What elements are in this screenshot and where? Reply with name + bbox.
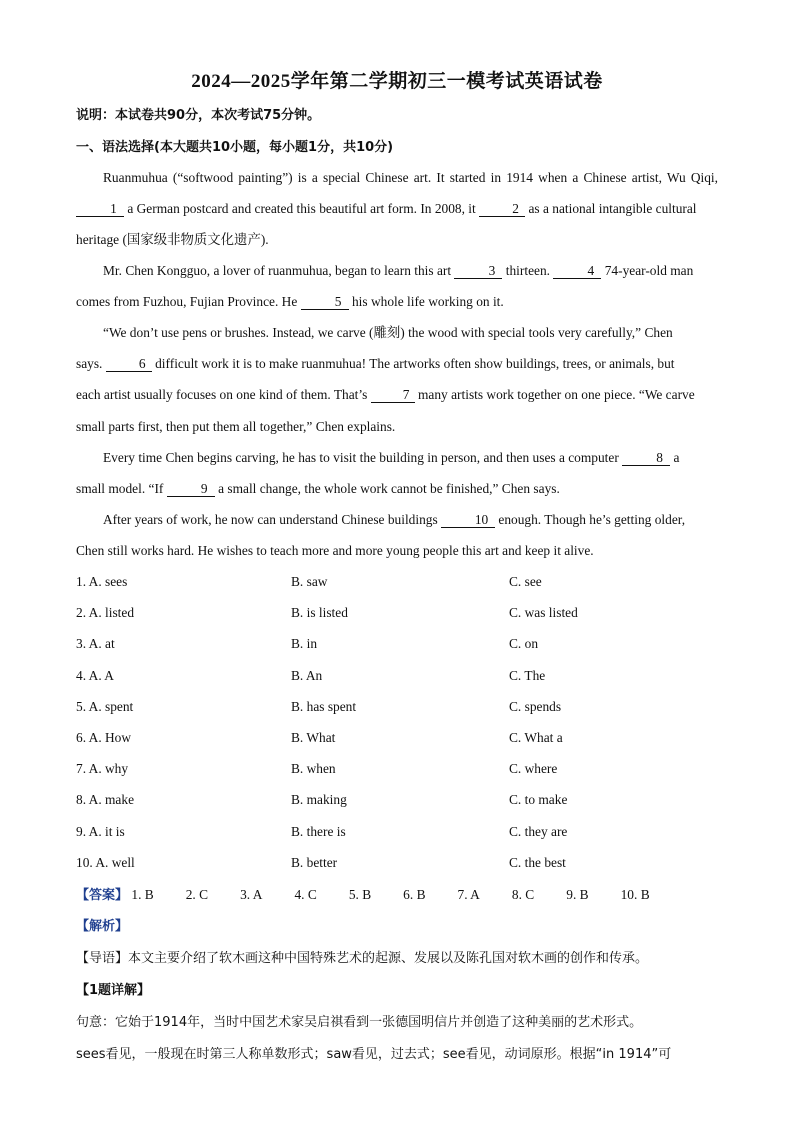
option-row-9: 9. A. it is B. there is C. they are — [76, 823, 568, 839]
option-row-10: 10. A. well B. better C. the best — [76, 854, 566, 870]
option-row-5: 5. A. spent B. has spent C. spends — [76, 698, 562, 714]
passage-paragraph-3: “We don’t use pens or brushes. Instead, we carve (雕刻) the wood with special tools very carefully,” Chen says. 6 difficult work it is to make ruanmuhua! The artworks often show buildings, trees, or animals, but each artist usually focuses on one kind of them. That’s 7 many artists work together on one piece. “We carve small parts first, then put them all together,” Chen explains. — [76, 325, 695, 434]
q1-heading: 【1题详解】 — [76, 983, 151, 998]
exam-note: 说明：本试卷共90分，本次考试75分钟。 — [76, 108, 321, 123]
blank-2: 2 — [479, 201, 525, 217]
option-row-1: 1. A. sees B. saw C. see — [76, 574, 542, 589]
blank-1: 1 — [76, 201, 124, 217]
guide-text: 【导语】本文主要介绍了软木画这种中国特殊艺术的起源、发展以及陈孔国对软木画的创作和传承。 — [76, 951, 649, 966]
q1-meaning: 句意：它始于1914年，当时中国艺术家吴启祺看到一张德国明信片并创造了这种美丽的艺术形式。 — [76, 1015, 643, 1030]
blank-7: 7 — [371, 387, 415, 403]
passage-paragraph-4: Every time Chen begins carving, he has to visit the building in person, and then uses a computer 8 a small model. “If 9 a small change, the whole work cannot be finished,” Chen says. — [76, 450, 680, 497]
passage-paragraph-2: Mr. Chen Kongguo, a lover of ruanmuhua, began to learn this art 3 thirteen. 4 74-year-old man comes from Fuzhou, Fujian Province. He 5 his whole life working on it. — [76, 263, 694, 310]
option-row-3: 3. A. at B. in C. on — [76, 636, 539, 652]
answer-label: 【答案】 — [76, 888, 129, 903]
passage-paragraph-1: Ruanmuhua (“softwood painting”) is a special Chinese art. It started in 1914 when a Chinese artist, Wu Qiqi, 1 a German postcard and created this beautiful art form. In 2008, it 2 as a national intangible cultural heritage (国家级非物质文化遗产). — [76, 170, 718, 248]
option-row-2: 2. A. listed B. is listed C. was listed — [76, 605, 578, 621]
option-row-8: 8. A. make B. making C. to make — [76, 792, 568, 808]
q1-detail: sees看见，一般现在时第三人称单数形式；saw看见，过去式；see看见，动词原形。根据“in 1914”可 — [76, 1047, 672, 1062]
section-heading: 一、语法选择(本大题共10小题，每小题1分，共10分) — [76, 140, 394, 155]
options-list — [76, 572, 718, 884]
answer-key: 【答案】 1. B 2. C 3. A 4. C 5. B 6. B 7. A 8. C 9. B 10. B — [76, 884, 650, 903]
blank-9: 9 — [167, 481, 215, 497]
blank-3: 3 — [454, 263, 502, 279]
blank-8: 8 — [622, 450, 670, 466]
blank-4: 4 — [553, 263, 601, 279]
passage-paragraph-5: After years of work, he now can understand Chinese buildings 10 enough. Though he’s getting older, Chen still works hard. He wishes to teach more and more young people this art and keep it alive. — [76, 512, 686, 559]
option-row-4: 4. A. A B. An C. The — [76, 667, 546, 683]
blank-10: 10 — [441, 512, 495, 528]
analysis-label: 【解析】 — [76, 919, 129, 934]
exam-title: 2024—2025学年第二学期初三一模考试英语试卷 — [191, 71, 603, 92]
blank-5: 5 — [301, 294, 349, 310]
blank-6: 6 — [106, 356, 152, 372]
option-row-7: 7. A. why B. when C. where — [76, 761, 558, 777]
option-row-6: 6. A. How B. What C. What a — [76, 729, 563, 745]
